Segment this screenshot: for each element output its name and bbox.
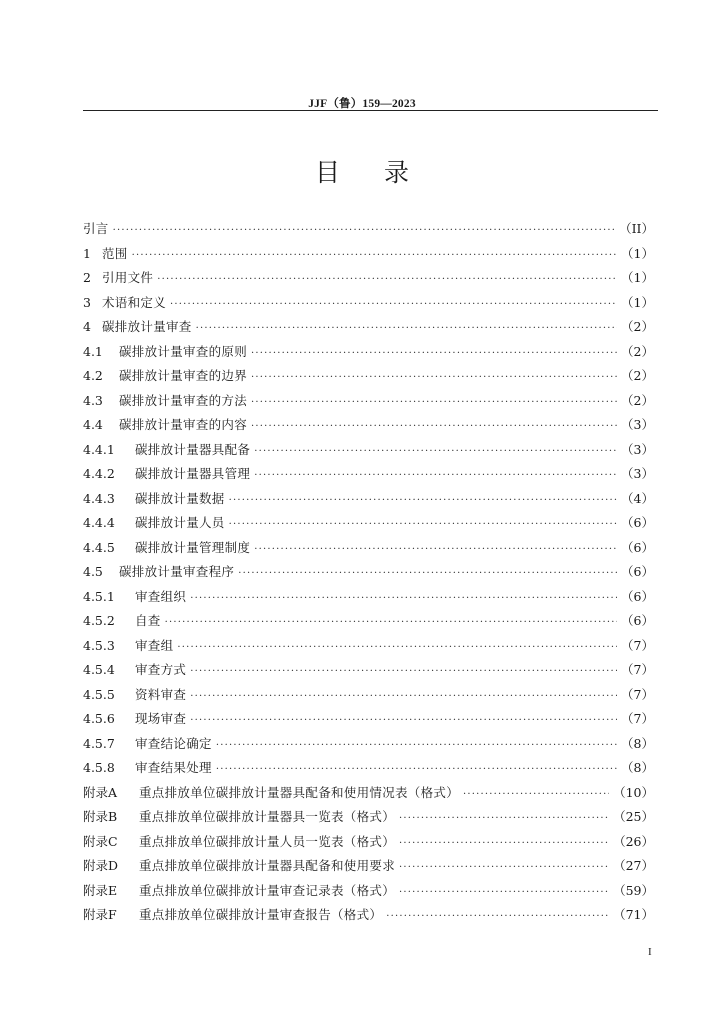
toc-entry-page: （II） xyxy=(619,221,654,236)
toc-entry[interactable] xyxy=(83,636,654,661)
toc-dot-leader xyxy=(157,274,617,285)
toc-entry[interactable] xyxy=(83,709,654,734)
toc-entry-label: 碳排放计量审查的原则 xyxy=(119,343,248,359)
toc-entry-page: （2） xyxy=(621,368,654,383)
toc-dot-leader xyxy=(251,421,617,432)
page-number: I xyxy=(648,946,652,958)
toc-entry-page: （6） xyxy=(621,613,654,628)
toc-entry-page: （10） xyxy=(613,784,654,800)
toc-entry-label: 碳排放计量审查的内容 xyxy=(119,417,248,432)
toc-dot-leader xyxy=(190,691,617,702)
toc-entry-page: （7） xyxy=(621,637,654,653)
toc-entry-page: （6） xyxy=(621,564,654,579)
toc-entry[interactable] xyxy=(83,244,654,269)
toc-entry-number: 4.5 xyxy=(83,564,103,579)
toc-entry-number: 4.5.7 xyxy=(83,735,115,751)
toc-entry-number: 4.4 xyxy=(83,417,103,432)
toc-entry-number: 4.4.4 xyxy=(83,515,115,530)
toc-entry-number: 4.5.4 xyxy=(83,662,115,677)
toc-entry[interactable] xyxy=(83,611,654,636)
toc-entry[interactable] xyxy=(83,513,654,538)
toc-entry-label: 碳排放计量审查 xyxy=(102,319,192,334)
toc-dot-leader xyxy=(254,470,617,481)
toc-entry-number: 4.2 xyxy=(83,368,103,383)
toc-dot-leader xyxy=(399,838,609,849)
toc-dot-leader xyxy=(463,789,609,800)
toc-entry-label: 术语和定义 xyxy=(102,294,167,310)
toc-dot-leader xyxy=(216,740,617,751)
toc-entry-label: 审查结论确定 xyxy=(135,735,212,751)
toc-entry[interactable] xyxy=(83,538,654,563)
toc-dot-leader xyxy=(229,495,617,506)
toc-entry[interactable] xyxy=(83,881,654,906)
toc-entry-label: 审查组 xyxy=(135,637,174,653)
toc-entry-number: 1 xyxy=(83,245,91,261)
toc-entry-number: 4.5.6 xyxy=(83,711,115,726)
toc-entry[interactable] xyxy=(83,807,654,832)
toc-entry-label: 碳排放计量审查的边界 xyxy=(119,368,248,383)
toc-entry-label: 重点排放单位碳排放计量器具一览表（格式） xyxy=(139,809,396,824)
toc-entry-number: 4.5.5 xyxy=(83,686,115,702)
toc-dot-leader xyxy=(170,299,617,310)
toc-entry-page: （8） xyxy=(621,735,654,751)
toc-entry[interactable] xyxy=(83,268,654,293)
toc-dot-leader xyxy=(190,715,617,726)
toc-entry-number: 4.1 xyxy=(83,343,103,359)
toc-entry-number: 2 xyxy=(83,270,91,285)
toc-entry-number: 4.5.2 xyxy=(83,613,115,628)
toc-entry[interactable] xyxy=(83,317,654,342)
toc-dot-leader xyxy=(251,397,617,408)
toc-dot-leader xyxy=(165,617,617,628)
toc-entry-label: 自查 xyxy=(135,613,161,628)
toc-entry[interactable] xyxy=(83,440,654,465)
toc-dot-leader xyxy=(399,862,609,873)
toc-entry[interactable] xyxy=(83,783,654,808)
toc-entry-page: （2） xyxy=(621,319,654,334)
toc-entry-page: （3） xyxy=(621,441,654,457)
toc-entry-label: 碳排放计量器具配备 xyxy=(135,441,251,457)
toc-entry[interactable] xyxy=(83,293,654,318)
toc-entry[interactable] xyxy=(83,562,654,587)
toc-entry-number: 附录D xyxy=(83,858,119,873)
toc-dot-leader xyxy=(251,372,617,383)
toc-entry-label: 碳排放计量人员 xyxy=(135,515,225,530)
toc-entry-label: 重点排放单位碳排放计量审查报告（格式） xyxy=(139,907,383,922)
toc-entry-page: （2） xyxy=(621,392,654,408)
toc-entry-number: 4.4.2 xyxy=(83,466,115,481)
toc-entry-label: 重点排放单位碳排放计量审查记录表（格式） xyxy=(139,882,396,898)
toc-entry-number: 4.5.1 xyxy=(83,588,115,604)
toc-entry-page: （7） xyxy=(621,662,654,677)
toc-dot-leader xyxy=(190,593,617,604)
toc-entry-label: 审查结果处理 xyxy=(135,760,212,775)
toc-dot-leader xyxy=(399,813,609,824)
toc-entry-label: 引言 xyxy=(83,221,109,236)
toc-dot-leader xyxy=(113,225,616,236)
toc-entry[interactable] xyxy=(83,342,654,367)
toc-entry[interactable] xyxy=(83,856,654,881)
toc-entry-label: 资料审查 xyxy=(135,686,187,702)
toc-dot-leader xyxy=(254,544,617,555)
toc-entry[interactable] xyxy=(83,905,654,930)
toc-entry-page: （59） xyxy=(613,882,654,898)
toc-entry-page: （27） xyxy=(613,858,654,873)
toc-entry[interactable] xyxy=(83,660,654,685)
toc-dot-leader xyxy=(238,568,617,579)
toc-entry-label: 审查组织 xyxy=(135,588,187,604)
toc-entry-number: 4.4.1 xyxy=(83,441,115,457)
toc-entry-page: （2） xyxy=(621,343,654,359)
toc-entry-number: 4.5.8 xyxy=(83,760,115,775)
toc-entry-label: 碳排放计量器具管理 xyxy=(135,466,251,481)
toc-entry[interactable] xyxy=(83,391,654,416)
toc-entry-page: （7） xyxy=(621,711,654,726)
page-title xyxy=(0,153,724,189)
toc-entry-label: 审查方式 xyxy=(135,662,187,677)
toc-dot-leader xyxy=(177,642,617,653)
toc-entry-number: 4.4.5 xyxy=(83,539,115,555)
toc-entry-number: 附录C xyxy=(83,833,118,849)
toc-entry-label: 引用文件 xyxy=(102,270,154,285)
toc-dot-leader xyxy=(251,348,617,359)
toc-entry-label: 碳排放计量审查程序 xyxy=(119,564,235,579)
toc-entry-page: （25） xyxy=(613,809,654,824)
toc-entry-number: 附录E xyxy=(83,882,118,898)
toc-entry-label: 重点排放单位碳排放计量器具配备和使用情况表（格式） xyxy=(139,784,460,800)
toc-entry-number: 附录A xyxy=(83,784,118,800)
toc-entry-number: 4.3 xyxy=(83,392,103,408)
toc-entry-label: 碳排放计量审查的方法 xyxy=(119,392,248,408)
toc-entry[interactable] xyxy=(83,832,654,857)
toc-entry-page: （71） xyxy=(613,907,654,922)
toc-dot-leader xyxy=(190,666,617,677)
toc-entry-number: 附录B xyxy=(83,809,118,824)
toc-entry-page: （7） xyxy=(621,686,654,702)
toc-entry-number: 附录F xyxy=(83,907,117,922)
toc-entry[interactable] xyxy=(83,587,654,612)
document-code: JJF（鲁）159—2023 xyxy=(308,98,416,110)
toc-entry-label: 现场审查 xyxy=(135,711,187,726)
toc-entry-page: （1） xyxy=(621,245,654,261)
toc-entry-page: （3） xyxy=(621,466,654,481)
toc-entry-number: 4.5.3 xyxy=(83,637,115,653)
toc-dot-leader xyxy=(254,446,617,457)
toc-entry-number: 4.4.3 xyxy=(83,490,115,506)
toc-entry[interactable] xyxy=(83,415,654,440)
toc-entry-page: （6） xyxy=(621,539,654,555)
toc-dot-leader xyxy=(196,323,617,334)
toc-entry-label: 碳排放计量管理制度 xyxy=(135,539,251,555)
toc-dot-leader xyxy=(386,911,609,922)
toc-entry-page: （6） xyxy=(621,515,654,530)
toc-entry-number: 3 xyxy=(83,294,91,310)
title-char-1: 目 xyxy=(314,158,340,187)
toc-entry[interactable] xyxy=(83,464,654,489)
toc-dot-leader xyxy=(399,887,609,898)
toc-entry-page: （1） xyxy=(621,294,654,310)
table-of-contents xyxy=(83,219,654,930)
toc-entry-page: （4） xyxy=(621,490,654,506)
header-divider xyxy=(83,110,658,111)
toc-entry[interactable] xyxy=(83,366,654,391)
toc-entry[interactable] xyxy=(83,758,654,783)
toc-dot-leader xyxy=(216,764,617,775)
toc-entry[interactable] xyxy=(83,489,654,514)
toc-entry-label: 重点排放单位碳排放计量人员一览表（格式） xyxy=(139,833,396,849)
toc-entry-label: 重点排放单位碳排放计量器具配备和使用要求 xyxy=(139,858,396,873)
toc-dot-leader xyxy=(132,250,617,261)
toc-entry-label: 范围 xyxy=(102,245,128,261)
toc-entry-page: （1） xyxy=(621,270,654,285)
toc-entry-page: （8） xyxy=(621,760,654,775)
toc-entry-label: 碳排放计量数据 xyxy=(135,490,225,506)
toc-entry-number: 4 xyxy=(83,319,91,334)
toc-entry[interactable] xyxy=(83,685,654,710)
toc-entry[interactable] xyxy=(83,734,654,759)
title-char-2: 录 xyxy=(384,158,410,187)
toc-entry-page: （6） xyxy=(621,588,654,604)
toc-dot-leader xyxy=(229,519,617,530)
toc-entry-page: （3） xyxy=(621,417,654,432)
toc-entry-page: （26） xyxy=(613,833,654,849)
toc-entry[interactable] xyxy=(83,219,654,244)
